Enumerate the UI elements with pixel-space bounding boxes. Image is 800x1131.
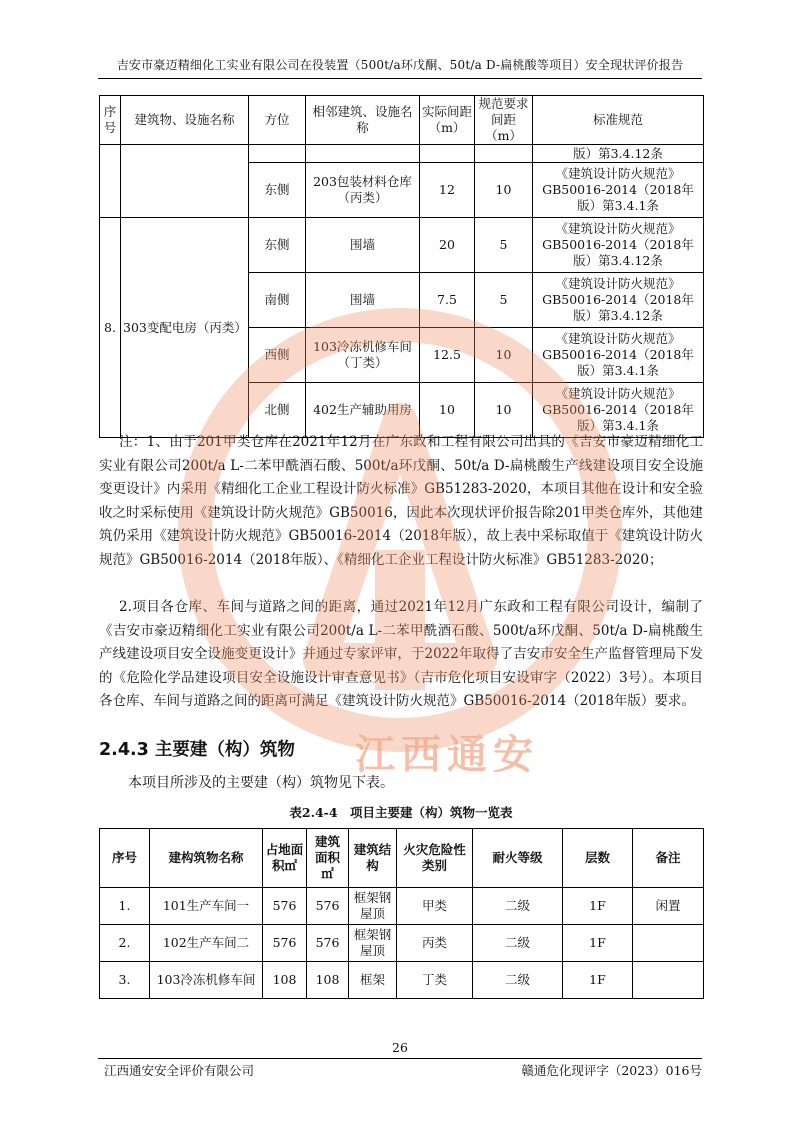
floors-cell: 1F	[563, 888, 633, 925]
index-cell	[100, 145, 121, 218]
direction-cell	[249, 145, 306, 163]
col-neighbor: 相邻建筑、设施名称	[306, 96, 420, 145]
direction-cell: 北侧	[249, 383, 306, 438]
col-name: 建构筑物名称	[150, 829, 263, 888]
remark-cell	[633, 962, 704, 999]
table-header-row	[100, 829, 704, 888]
hazard-cell: 甲类	[397, 888, 473, 925]
col-index: 序号	[100, 96, 121, 145]
footprint-cell: 576	[263, 888, 307, 925]
table-row	[100, 218, 704, 273]
direction-cell: 西侧	[249, 328, 306, 383]
floors-cell: 1F	[563, 962, 633, 999]
actual-cell: 7.5	[420, 273, 475, 328]
required-cell	[475, 145, 533, 163]
neighbor-cell	[306, 145, 420, 163]
footprint-cell: 108	[263, 962, 307, 999]
required-cell: 10	[475, 163, 533, 218]
neighbor-cell: 围墙	[306, 218, 420, 273]
col-area: 建筑面积㎡	[307, 829, 349, 888]
table-header-row	[100, 96, 704, 145]
section-intro: 本项目所涉及的主要建（构）筑物见下表。	[128, 775, 394, 791]
hazard-cell: 丙类	[397, 925, 473, 962]
col-floors: 层数	[563, 829, 633, 888]
col-actual: 实际间距（m）	[420, 96, 475, 145]
fire-rating-cell: 二级	[473, 962, 563, 999]
index-cell: 1.	[100, 888, 150, 925]
name-cell: 103冷冻机修车间	[150, 962, 263, 999]
note-paragraph-2: 2.项目各仓库、车间与道路之间的距离，通过2021年12月广东政和工程有限公司设计，编制了《吉安市豪迈精细化工实业有限公司200t/a L-二苯甲酰酒石酸、500t/a环戊酮、50t/a D-扁桃酸生产线建设项目安全设施变更设计》并通过专家评审，于2022年取得了吉安市安全生产监督管理局下发的《危险化学品建设项目安全设施设计审查意见书》（吉市危化项目安设审字（2022）3号）。本项目各仓库、车间与道路之间的距离可满足《建筑设计防火规范》GB50016-2014（2018年版）要求。	[99, 599, 703, 710]
actual-cell: 20	[420, 218, 475, 273]
direction-cell: 东侧	[249, 218, 306, 273]
table-row	[100, 962, 704, 999]
col-required: 规范要求间距（m）	[475, 96, 533, 145]
required-cell: 10	[475, 328, 533, 383]
structure-cell: 框架钢屋顶	[349, 925, 397, 962]
fire-rating-cell: 二级	[473, 925, 563, 962]
standard-cell: 《建筑设计防火规范》GB50016-2014（2018年版）第3.4.12条	[533, 273, 704, 328]
col-hazard: 火灾危险性类别	[397, 829, 473, 888]
footprint-cell: 576	[263, 925, 307, 962]
index-cell: 2.	[100, 925, 150, 962]
actual-cell	[420, 145, 475, 163]
col-remark: 备注	[633, 829, 704, 888]
required-cell: 10	[475, 383, 533, 438]
neighbor-cell: 围墙	[306, 273, 420, 328]
buildings-table	[99, 828, 704, 999]
name-cell: 101生产车间一	[150, 888, 263, 925]
structure-cell: 框架	[349, 962, 397, 999]
distance-table	[99, 95, 704, 438]
hazard-cell: 丁类	[397, 962, 473, 999]
area-cell: 576	[307, 888, 349, 925]
area-cell: 576	[307, 925, 349, 962]
col-direction: 方位	[249, 96, 306, 145]
remark-cell: 闲置	[633, 888, 704, 925]
standard-cell: 《建筑设计防火规范》GB50016-2014（2018年版）第3.4.1条	[533, 328, 704, 383]
standard-cell: 版）第3.4.12条	[533, 145, 704, 163]
note-paragraph-1: 注：1、由于201甲类仓库在2021年12月在广东政和工程有限公司出具的《吉安市豪迈精细化工实业有限公司200t/a L-二苯甲酰酒石酸、500t/a环戊酮、50t/a D-扁桃酸生产线建设项目安全设施变更设计》内采用《精细化工企业工程设计防火标准》GB51283-2020，本项目其他在设计和安全验收之时采标使用《建筑设计防火规范》GB50016，因此本次现状评价报告除201甲类仓库外，其他建筑仍采用《建筑设计防火规范》GB50016-2014（2018年版），故上表中采标取值于《建筑设计防火规范》GB50016-2014（2018年版）、《精细化工企业工程设计防火标准》GB51283-2020；	[99, 434, 703, 568]
direction-cell: 东侧	[249, 163, 306, 218]
remark-cell	[633, 925, 704, 962]
building-cell: 303变配电房（丙类）	[121, 218, 249, 438]
watermark-text: 江西通安	[355, 732, 539, 778]
structure-cell: 框架钢屋顶	[349, 888, 397, 925]
index-cell: 8.	[100, 218, 121, 438]
col-fire-rating: 耐火等级	[473, 829, 563, 888]
footer-company: 江西通安安全评价有限公司	[104, 1063, 255, 1078]
col-footprint: 占地面积㎡	[263, 829, 307, 888]
table-caption: 表2.4-4 项目主要建（构）筑物一览表	[289, 805, 513, 820]
floors-cell: 1F	[563, 925, 633, 962]
table-row	[100, 888, 704, 925]
col-index: 序号	[100, 829, 150, 888]
index-cell: 3.	[100, 962, 150, 999]
page-header: 吉安市豪迈精细化工实业有限公司在役装置（500t/a环戊酮、50t/a D-扁桃酸等项目）安全现状评价报告	[116, 58, 684, 72]
area-cell: 108	[307, 962, 349, 999]
header-divider	[98, 78, 702, 79]
neighbor-cell: 402生产辅助用房	[306, 383, 420, 438]
standard-cell: 《建筑设计防火规范》GB50016-2014（2018年版）第3.4.1条	[533, 163, 704, 218]
actual-cell: 10	[420, 383, 475, 438]
neighbor-cell: 103冷冻机修车间（丁类）	[306, 328, 420, 383]
footer-reference: 赣通危化现评字（2023）016号	[521, 1063, 702, 1078]
fire-rating-cell: 二级	[473, 888, 563, 925]
standard-cell: 《建筑设计防火规范》GB50016-2014（2018年版）第3.4.12条	[533, 218, 704, 273]
standard-cell: 《建筑设计防火规范》GB50016-2014（2018年版）第3.4.1条	[533, 383, 704, 438]
footer-divider	[98, 1058, 702, 1059]
building-cell	[121, 145, 249, 218]
neighbor-cell: 203包装材料仓库（丙类）	[306, 163, 420, 218]
col-structure: 建筑结构	[349, 829, 397, 888]
table-row	[100, 925, 704, 962]
section-heading: 2.4.3 主要建（构）筑物	[99, 740, 295, 760]
required-cell: 5	[475, 273, 533, 328]
direction-cell: 南侧	[249, 273, 306, 328]
actual-cell: 12	[420, 163, 475, 218]
col-standard: 标准规范	[533, 96, 704, 145]
actual-cell: 12.5	[420, 328, 475, 383]
table-row	[100, 145, 704, 163]
name-cell: 102生产车间二	[150, 925, 263, 962]
col-building: 建筑物、设施名称	[121, 96, 249, 145]
required-cell: 5	[475, 218, 533, 273]
page-number: 26	[392, 1040, 408, 1055]
